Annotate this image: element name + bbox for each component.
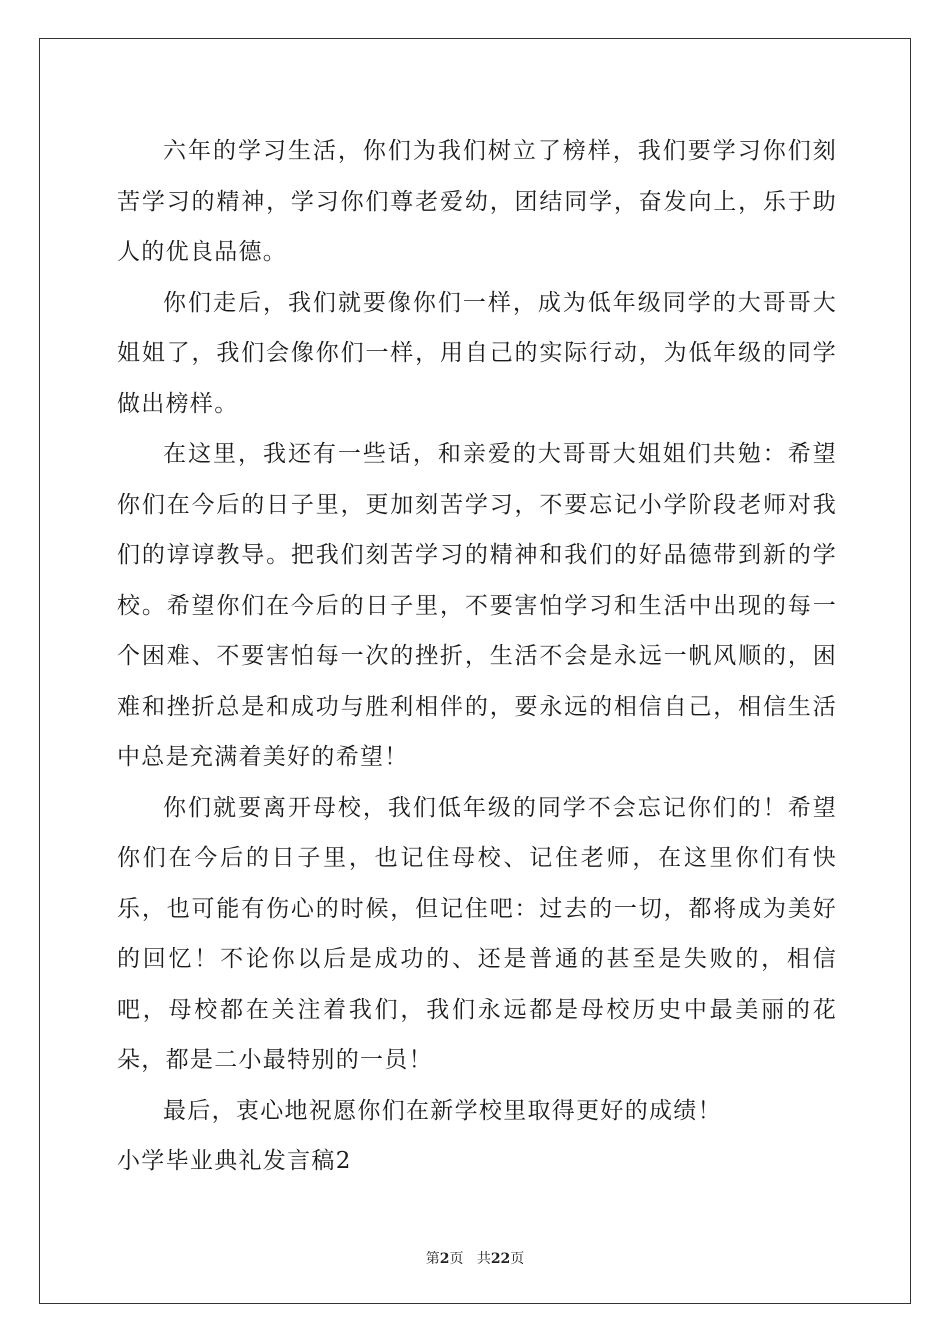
total-suffix: 页: [510, 1251, 525, 1267]
paragraph-5: 最后，衷心地祝愿你们在新学校里取得更好的成绩！: [163, 1097, 722, 1124]
paragraph-3: 在这里，我还有一些话，和亲爱的大哥哥大姐姐们共勉：希望你们在今后的日子里，更加刻苦学习，不要忘记小学阶段老师对我们的谆谆教导。把我们刻苦学习的精神和我们的好品德带到新的学校。希望你们在今后的日子里，不要害怕学习和生活中出现的每一个困难、不要害怕每一次的挫折，生活不会是永远一帆风顺的，困难和挫折总是和成功与胜利相伴的，要永远的相信自己，相信生活中总是充满着美好的希望！: [117, 441, 837, 770]
page-suffix: 页: [449, 1251, 464, 1267]
document-body: [117, 126, 837, 1187]
paragraph-2: 你们走后，我们就要像你们一样，成为低年级同学的大哥哥大姐姐了，我们会像你们一样，用自己的实际行动，为低年级的同学做出榜样。: [117, 289, 837, 417]
total-prefix: 共: [476, 1251, 491, 1267]
section-title: 小学毕业典礼发言稿2: [117, 1148, 352, 1174]
page-total: 22: [490, 1251, 511, 1267]
page-prefix: 第: [425, 1251, 440, 1267]
page-footer: [0, 1248, 950, 1268]
page-number: 2: [439, 1251, 450, 1267]
paragraph-4: 你们就要离开母校，我们低年级的同学不会忘记你们的！希望你们在今后的日子里，也记住母校、记住老师，在这里你们有快乐，也可能有伤心的时候，但记住吧：过去的一切，都将成为美好的回忆！不论你以后是成功的、还是普通的甚至是失败的，相信吧，母校都在关注着我们，我们永远都是母校历史中最美丽的花朵，都是二小最特别的一员！: [117, 794, 837, 1073]
paragraph-1: 六年的学习生活，你们为我们树立了榜样，我们要学习你们刻苦学习的精神，学习你们尊老爱幼，团结同学，奋发向上，乐于助人的优良品德。: [117, 138, 837, 265]
